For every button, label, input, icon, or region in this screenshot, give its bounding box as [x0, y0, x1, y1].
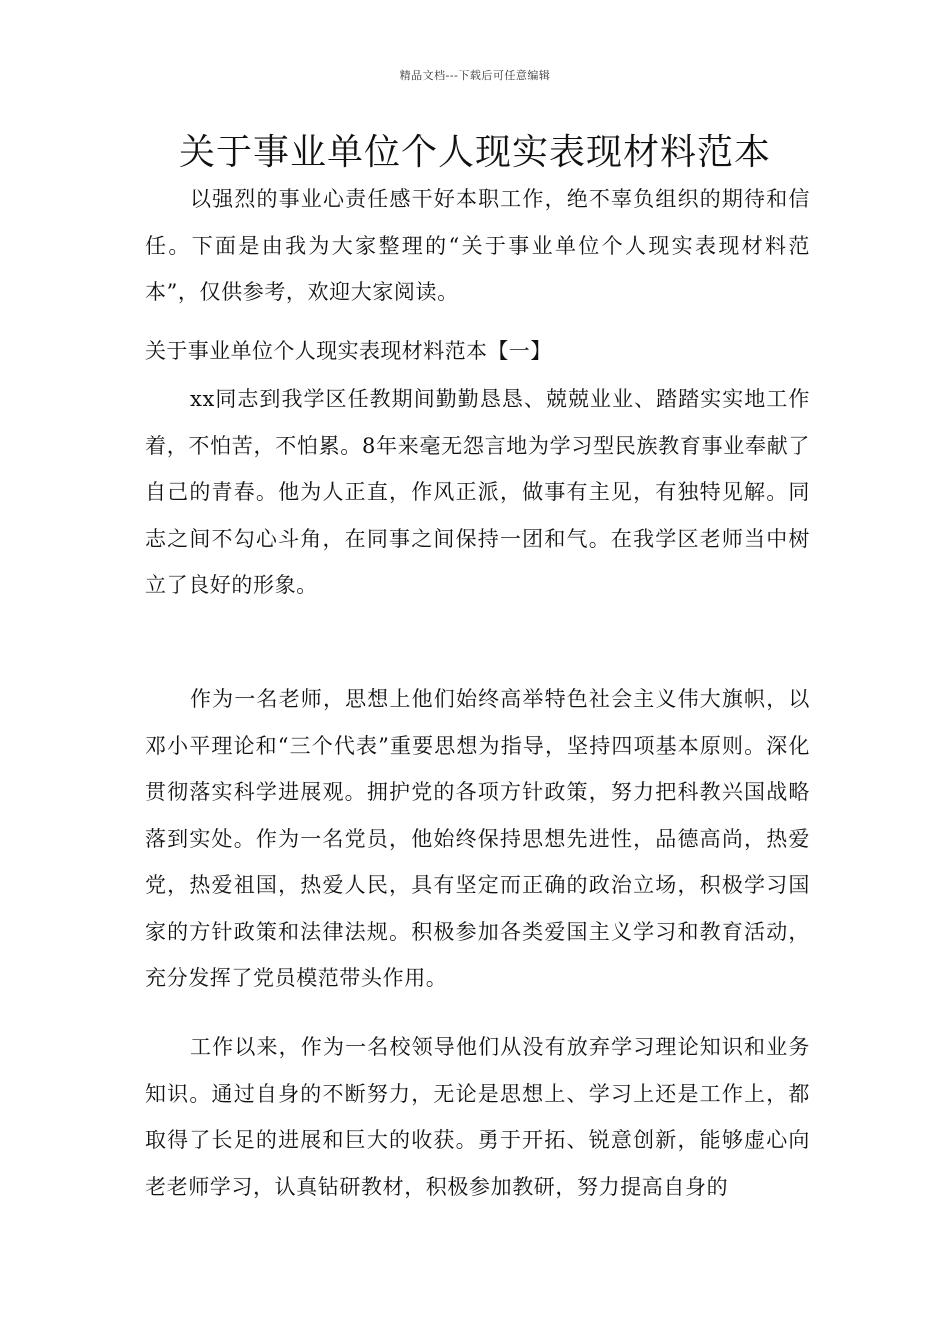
body-paragraph-1: xx同志到我学区任教期间勤勤恳恳、兢兢业业、踏踏实实地工作着，不怕苦，不怕累。8年来毫无怨言地为学习型民族教育事业奉献了自己的青春。他为人正直，作风正派，做事有主见，有独特见解。同志之间不勾心斗角，在同事之间保持一团和气。在我学区老师当中树立了良好的形象。: [145, 387, 810, 597]
header-note: 精品文档---下载后可任意编辑: [399, 69, 551, 82]
body-paragraph-3: 工作以来，作为一名校领导他们从没有放弃学习理论知识和业务知识。通过自身的不断努力，无论是思想上、学习上还是工作上，都取得了长足的进展和巨大的收获。勇于开拓、锐意创新，能够虚心向老老师学习，认真钻研教材，积极参加教研，努力提高自身的: [145, 1035, 810, 1199]
body-paragraph-2: 作为一名老师，思想上他们始终高举特色社会主义伟大旗帜，以邓小平理论和“三个代表”重要思想为指导，坚持四项基本原则。深化贯彻落实科学进展观。拥护党的各项方针政策，努力把科教兴国战略落到实处。作为一名党员，他始终保持思想先进性，品德高尚，热爱党，热爱祖国，热爱人民，具有坚定而正确的政治立场，积极学习国家的方针政策和法律法规。积极参加各类爱国主义学习和教育活动，充分发挥了党员模范带头作用。: [145, 687, 810, 990]
document-title: 关于事业单位个人现实表现材料范本: [178, 132, 771, 173]
section-heading: 关于事业单位个人现实表现材料范本【一】: [145, 339, 552, 363]
intro-paragraph: 以强烈的事业心责任感干好本职工作，绝不辜负组织的期待和信任。下面是由我为大家整理的“关于事业单位个人现实表现材料范本”，仅供参考，欢迎大家阅读。: [145, 187, 810, 304]
